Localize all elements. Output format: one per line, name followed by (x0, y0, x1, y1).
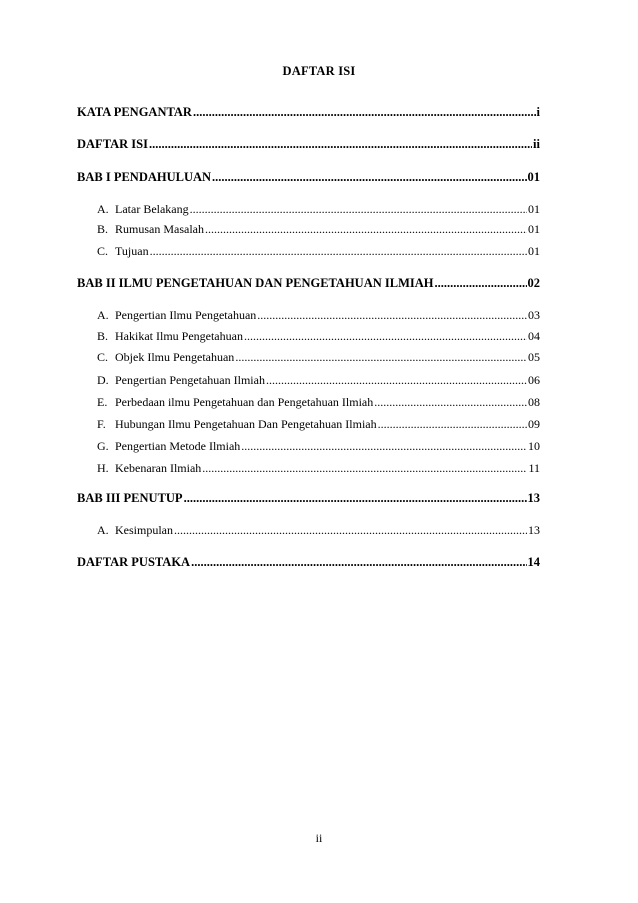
toc-page-number: 01 (528, 244, 540, 258)
toc-subentry-kesimpulan (97, 523, 540, 538)
toc-letter: B. (97, 222, 109, 236)
toc-label: Hakikat Ilmu Pengetahuan (115, 329, 243, 343)
toc-label: BAB III PENUTUP (77, 491, 183, 505)
toc-entry-bab-3 (77, 491, 540, 506)
toc-letter: G. (97, 439, 109, 453)
toc-entry-bab-1 (77, 170, 540, 185)
toc-letter: A. (97, 202, 109, 216)
toc-label: Rumusan Masalah (115, 222, 204, 236)
toc-letter: E. (97, 395, 108, 409)
toc-subentry-hubungan (97, 417, 540, 432)
dot-leader (266, 373, 527, 388)
dot-leader (244, 329, 527, 344)
dot-leader (378, 417, 527, 432)
toc-label: BAB II ILMU PENGETAHUAN DAN PENGETAHUAN ILMIAH (77, 276, 434, 290)
toc-page-number: 10 (528, 439, 540, 453)
toc-page-number: 01 (527, 170, 540, 184)
toc-label: Latar Belakang (115, 202, 189, 216)
dot-leader (435, 276, 527, 291)
toc-subentry-objek-ilmu-pengetahuan (97, 350, 540, 365)
dot-leader (174, 523, 527, 538)
dot-leader (191, 555, 526, 570)
toc-page-number: 04 (528, 329, 540, 343)
toc-subentry-rumusan-masalah (97, 222, 540, 237)
toc-entry-kata-pengantar (77, 105, 540, 120)
toc-page-number: 01 (528, 202, 540, 216)
toc-page-number: 11 (528, 461, 540, 475)
toc-subentry-latar-belakang (97, 202, 540, 217)
toc-letter: B. (97, 329, 109, 343)
toc-label: Pengertian Pengetahuan Ilmiah (115, 373, 265, 387)
dot-leader (374, 395, 527, 410)
toc-page-number: 05 (528, 350, 540, 364)
toc-page-number: 03 (528, 308, 540, 322)
toc-subentry-pengertian-ilmu-pengetahuan (97, 308, 540, 323)
toc-page-number: 13 (527, 491, 540, 505)
toc-letter: A. (97, 308, 109, 322)
toc-label: Hubungan Ilmu Pengetahuan Dan Pengetahuan Ilmiah (115, 417, 377, 431)
page-title: DAFTAR ISI (282, 64, 356, 78)
toc-subentry-metode-ilmiah (97, 439, 540, 454)
toc-subentry-perbedaan (97, 395, 540, 410)
toc-letter: H. (97, 461, 109, 475)
dot-leader (190, 202, 527, 217)
toc-label: Objek Ilmu Pengetahuan (115, 350, 235, 364)
toc-letter: F. (97, 417, 106, 431)
dot-leader (241, 439, 527, 454)
toc-label: Tujuan (115, 244, 149, 258)
dot-leader (257, 308, 527, 323)
toc-label: Pengertian Ilmu Pengetahuan (115, 308, 257, 322)
toc-page-number: 01 (528, 222, 540, 236)
toc-page-number: i (536, 105, 540, 119)
toc-subentry-hakikat-ilmu-pengetahuan (97, 329, 540, 344)
toc-letter: D. (97, 373, 109, 387)
dot-leader (149, 137, 532, 152)
toc-page-number: 06 (528, 373, 540, 387)
dot-leader (205, 222, 527, 237)
toc-page-number: 02 (527, 276, 540, 290)
toc-entry-daftar-pustaka (77, 555, 540, 570)
dot-leader (235, 350, 527, 365)
toc-page-number: ii (533, 137, 540, 151)
toc-letter: C. (97, 350, 109, 364)
dot-leader (184, 491, 527, 506)
toc-label: BAB I PENDAHULUAN (77, 170, 212, 184)
toc-letter: A. (97, 523, 109, 537)
toc-subentry-pengertian-pengetahuan-ilmiah (97, 373, 540, 388)
dot-leader (193, 105, 536, 120)
toc-label: KATA PENGANTAR (77, 105, 192, 119)
toc-label: Kebenaran Ilmiah (115, 461, 202, 475)
toc-subentry-tujuan (97, 244, 540, 259)
toc-label: Perbedaan ilmu Pengetahuan dan Pengetahuan Ilmiah (115, 395, 374, 409)
toc-page-number: 09 (528, 417, 540, 431)
toc-label: Pengertian Metode Ilmiah (115, 439, 241, 453)
toc-label: Kesimpulan (115, 523, 173, 537)
page-number-footer: ii (315, 831, 323, 845)
dot-leader (212, 170, 526, 185)
toc-page-number: 14 (527, 555, 540, 569)
toc-subentry-kebenaran-ilmiah (97, 461, 540, 476)
toc-label: DAFTAR ISI (77, 137, 148, 151)
toc-page-number: 13 (528, 523, 540, 537)
toc-entry-bab-2 (77, 276, 540, 291)
toc-page-number: 08 (528, 395, 540, 409)
dot-leader (202, 461, 527, 476)
toc-label: DAFTAR PUSTAKA (77, 555, 191, 569)
toc-letter: C. (97, 244, 109, 258)
dot-leader (150, 244, 527, 259)
toc-entry-daftar-isi (77, 137, 540, 152)
